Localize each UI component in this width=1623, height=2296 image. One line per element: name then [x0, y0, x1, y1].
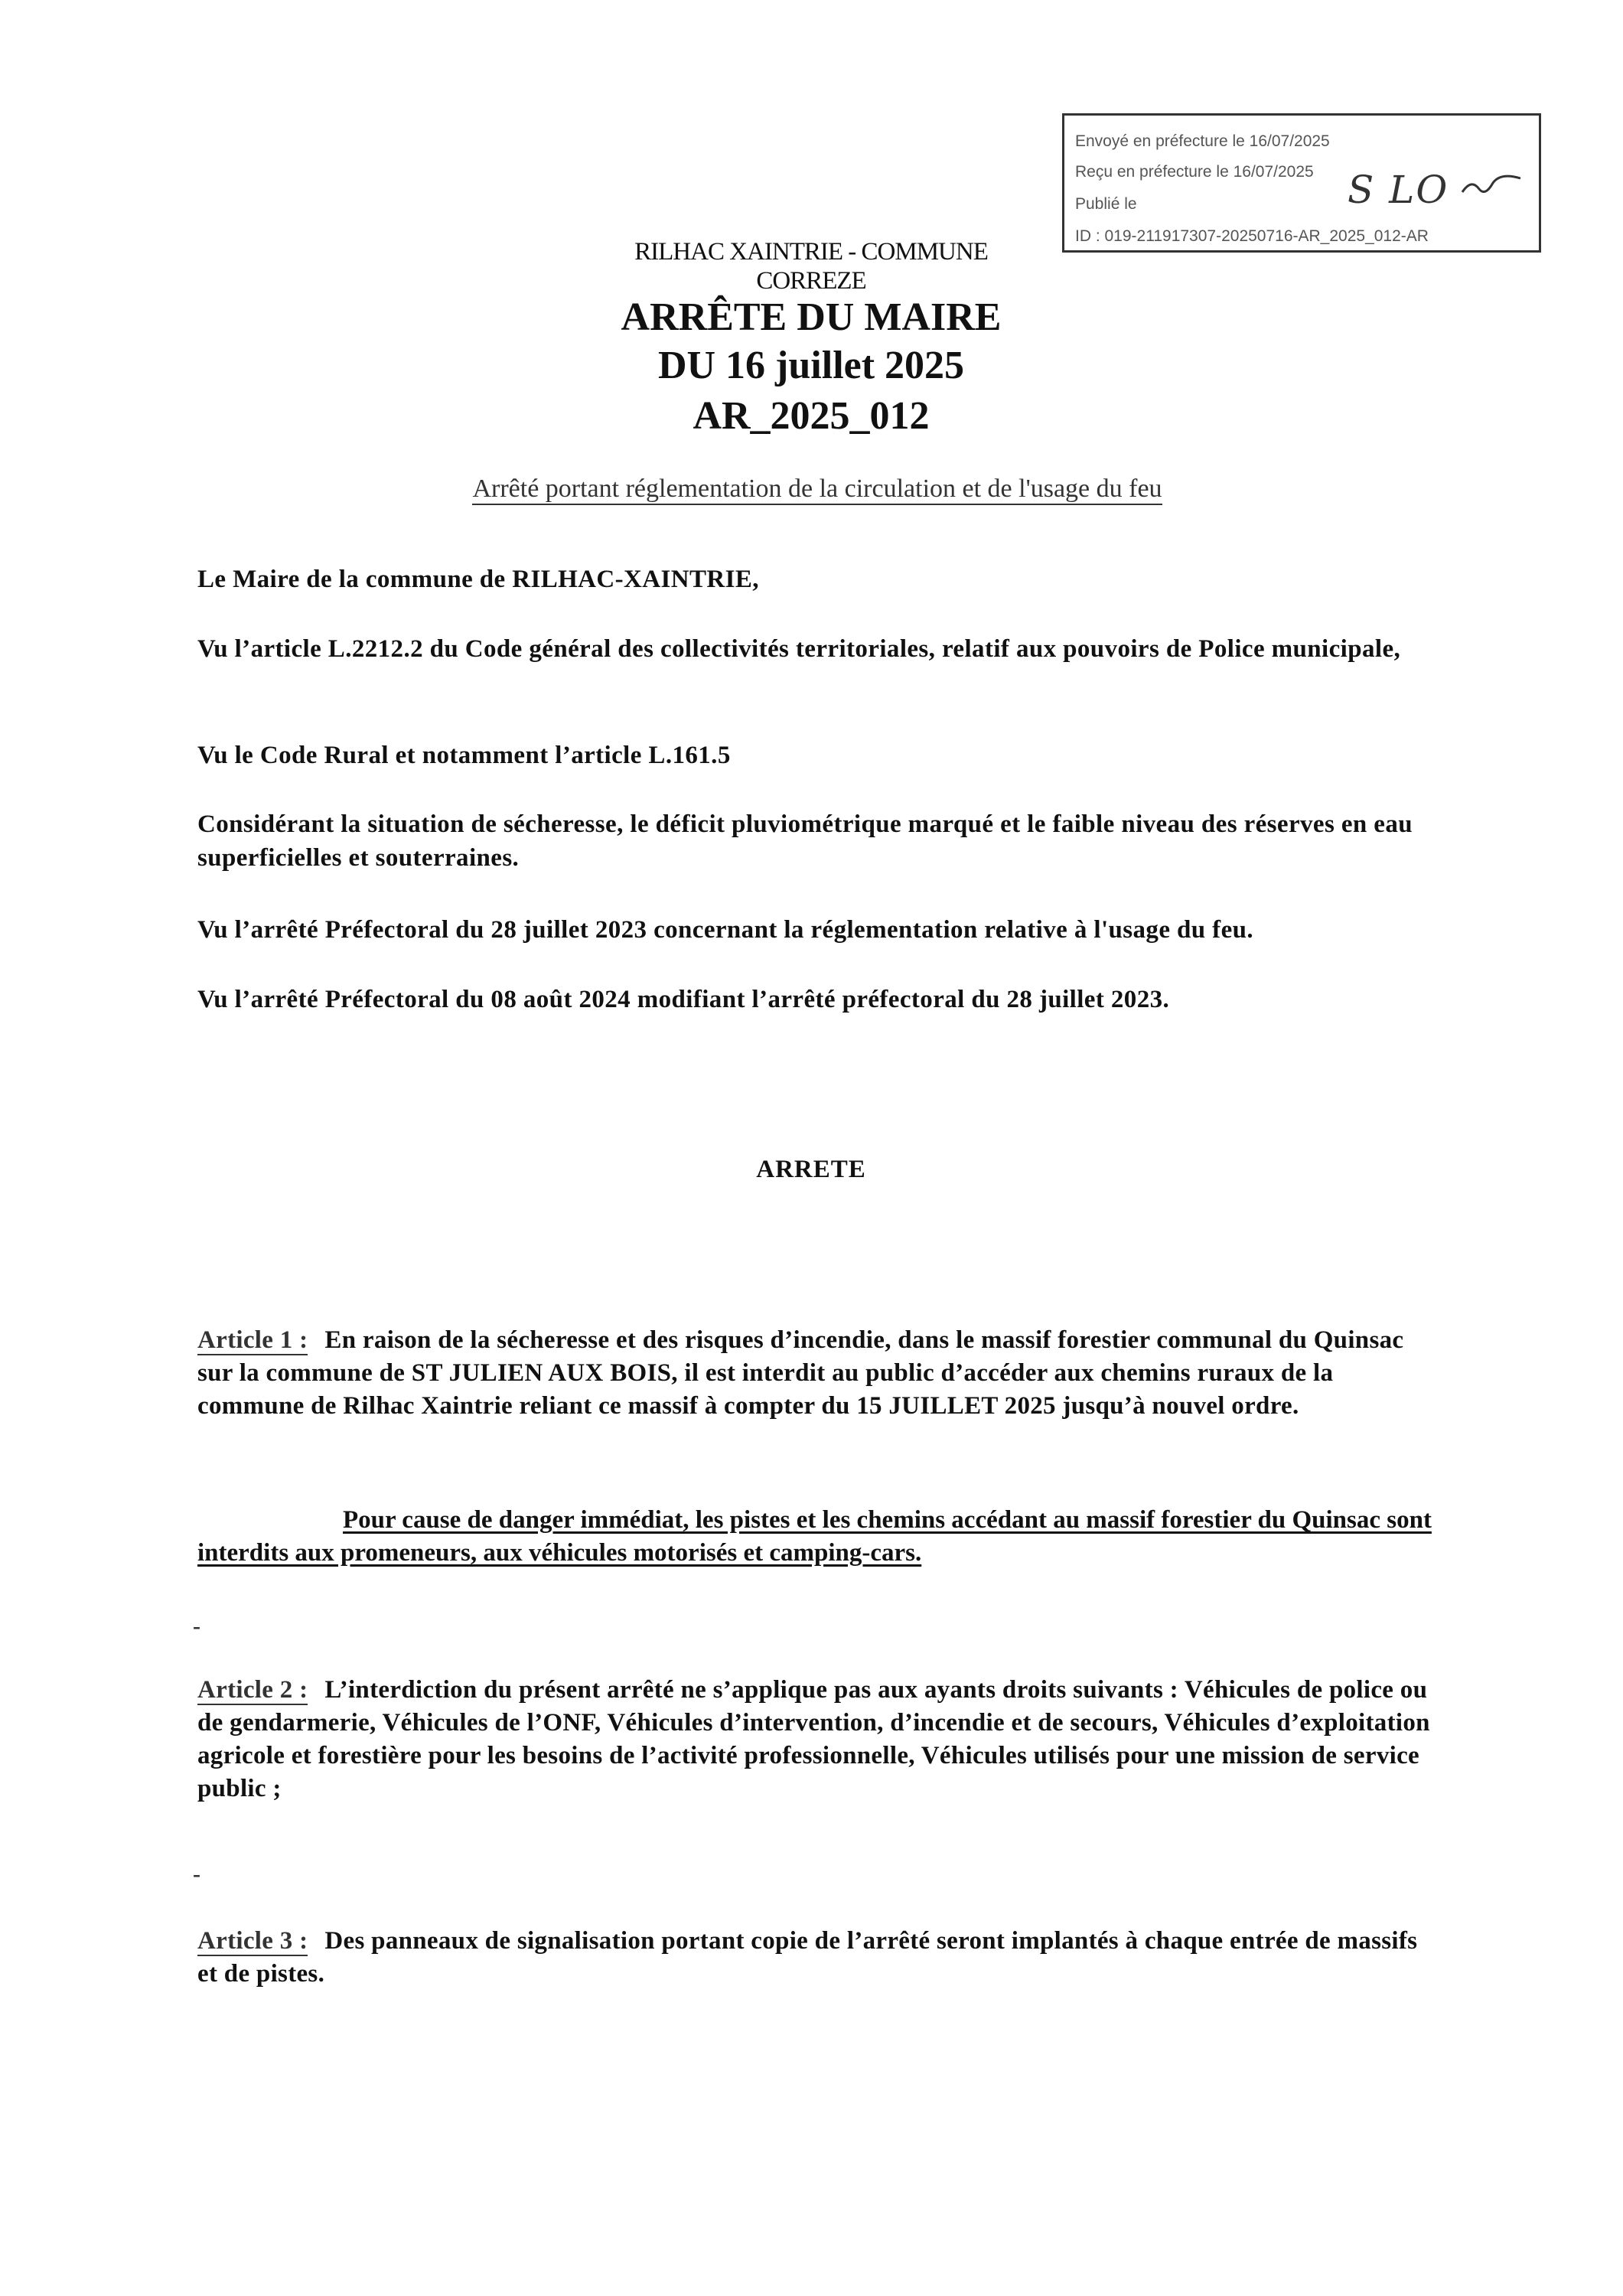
article-2-text: L’interdiction du présent arrêté ne s’applique pas aux ayants droits suivants : Véhicules de police ou de gendarmerie, Véhicules de l’ONF, Véhicules d’intervention, d’incendie et de secours, Véhicules d’exploitation agricole et forestière pour les besoins de l’activité professionnelle, Véhicules utilisés pour une mission de service public ;	[197, 1676, 1430, 1802]
prefecture-stamp	[1062, 113, 1541, 253]
separator-dash: -	[193, 1613, 200, 1639]
article-3-label: Article 3 :	[197, 1927, 308, 1955]
subject-text: Arrêté portant réglementation de la circulation et de l'usage du feu	[472, 475, 1162, 505]
mayor-line: Le Maire de la commune de RILHAC-XAINTRIE,	[197, 566, 759, 593]
article-1	[197, 1324, 1437, 1423]
vu-code-rural: Vu le Code Rural et notamment l’article L.161.5	[197, 742, 731, 769]
signature-flourish	[1348, 168, 1524, 214]
department-name: CORREZE	[756, 267, 866, 295]
document-subject	[435, 475, 1200, 504]
document-date: DU 16 juillet 2025	[657, 344, 965, 387]
article-2-label: Article 2 :	[197, 1676, 308, 1704]
separator-dash: -	[193, 1861, 200, 1887]
vu-arrete-2023: Vu l’arrêté Préfectoral du 28 juillet 2023 concernant la réglementation relative à l'usage du feu.	[197, 916, 1254, 944]
document-title: ARRÊTE DU MAIRE	[621, 295, 1002, 339]
handwritten-signature	[1348, 168, 1524, 214]
vu-code-collectivites: Vu l’article L.2212.2 du Code général des collectivités territoriales, relatif aux pouvoirs de Police municipale,	[197, 635, 1401, 663]
stamp-received-date: Reçu en préfecture le 16/07/2025	[1075, 163, 1314, 181]
article-1-label: Article 1 :	[197, 1326, 308, 1354]
document-reference: AR_2025_012	[693, 394, 930, 438]
article-2	[197, 1674, 1437, 1805]
stamp-sent-date: Envoyé en préfecture le 16/07/2025	[1075, 132, 1330, 150]
danger-notice: Pour cause de danger immédiat, les pistes et les chemins accédant au massif forestier du Quinsac sont interdits aux promeneurs, aux véhicules motorisés et camping-cars.	[197, 1506, 1432, 1567]
arrete-heading: ARRETE	[756, 1156, 866, 1183]
article-1-text: En raison de la sécheresse et des risques d’incendie, dans le massif forestier communal du Quinsac sur la commune de ST JULIEN AUX BOIS, il est interdit au public d’accéder aux chemins ruraux de la commune de Rilhac Xaintrie reliant ce massif à compter du 15 JUILLET 2025 jusqu’à nouvel ordre.	[197, 1326, 1404, 1420]
stamp-published: Publié le	[1075, 195, 1137, 213]
commune-header	[597, 237, 1025, 295]
article-3-text: Des panneaux de signalisation portant copie de l’arrêté seront implantés à chaque entrée de massifs et de pistes.	[197, 1927, 1418, 1988]
commune-name: RILHAC XAINTRIE - COMMUNE	[634, 238, 988, 266]
signature-text: S LO	[1348, 168, 1449, 212]
article-3	[197, 1925, 1437, 1991]
stamp-id: ID : 019-211917307-20250716-AR_2025_012-AR	[1075, 227, 1429, 245]
vu-arrete-2024: Vu l’arrêté Préfectoral du 08 août 2024 modifiant l’arrêté préfectoral du 28 juillet 2023.	[197, 986, 1170, 1013]
considerant-paragraph: Considérant la situation de sécheresse, le déficit pluviométrique marqué et le faible niveau des réserves en eau superficielles et souterraines.	[197, 810, 1413, 872]
